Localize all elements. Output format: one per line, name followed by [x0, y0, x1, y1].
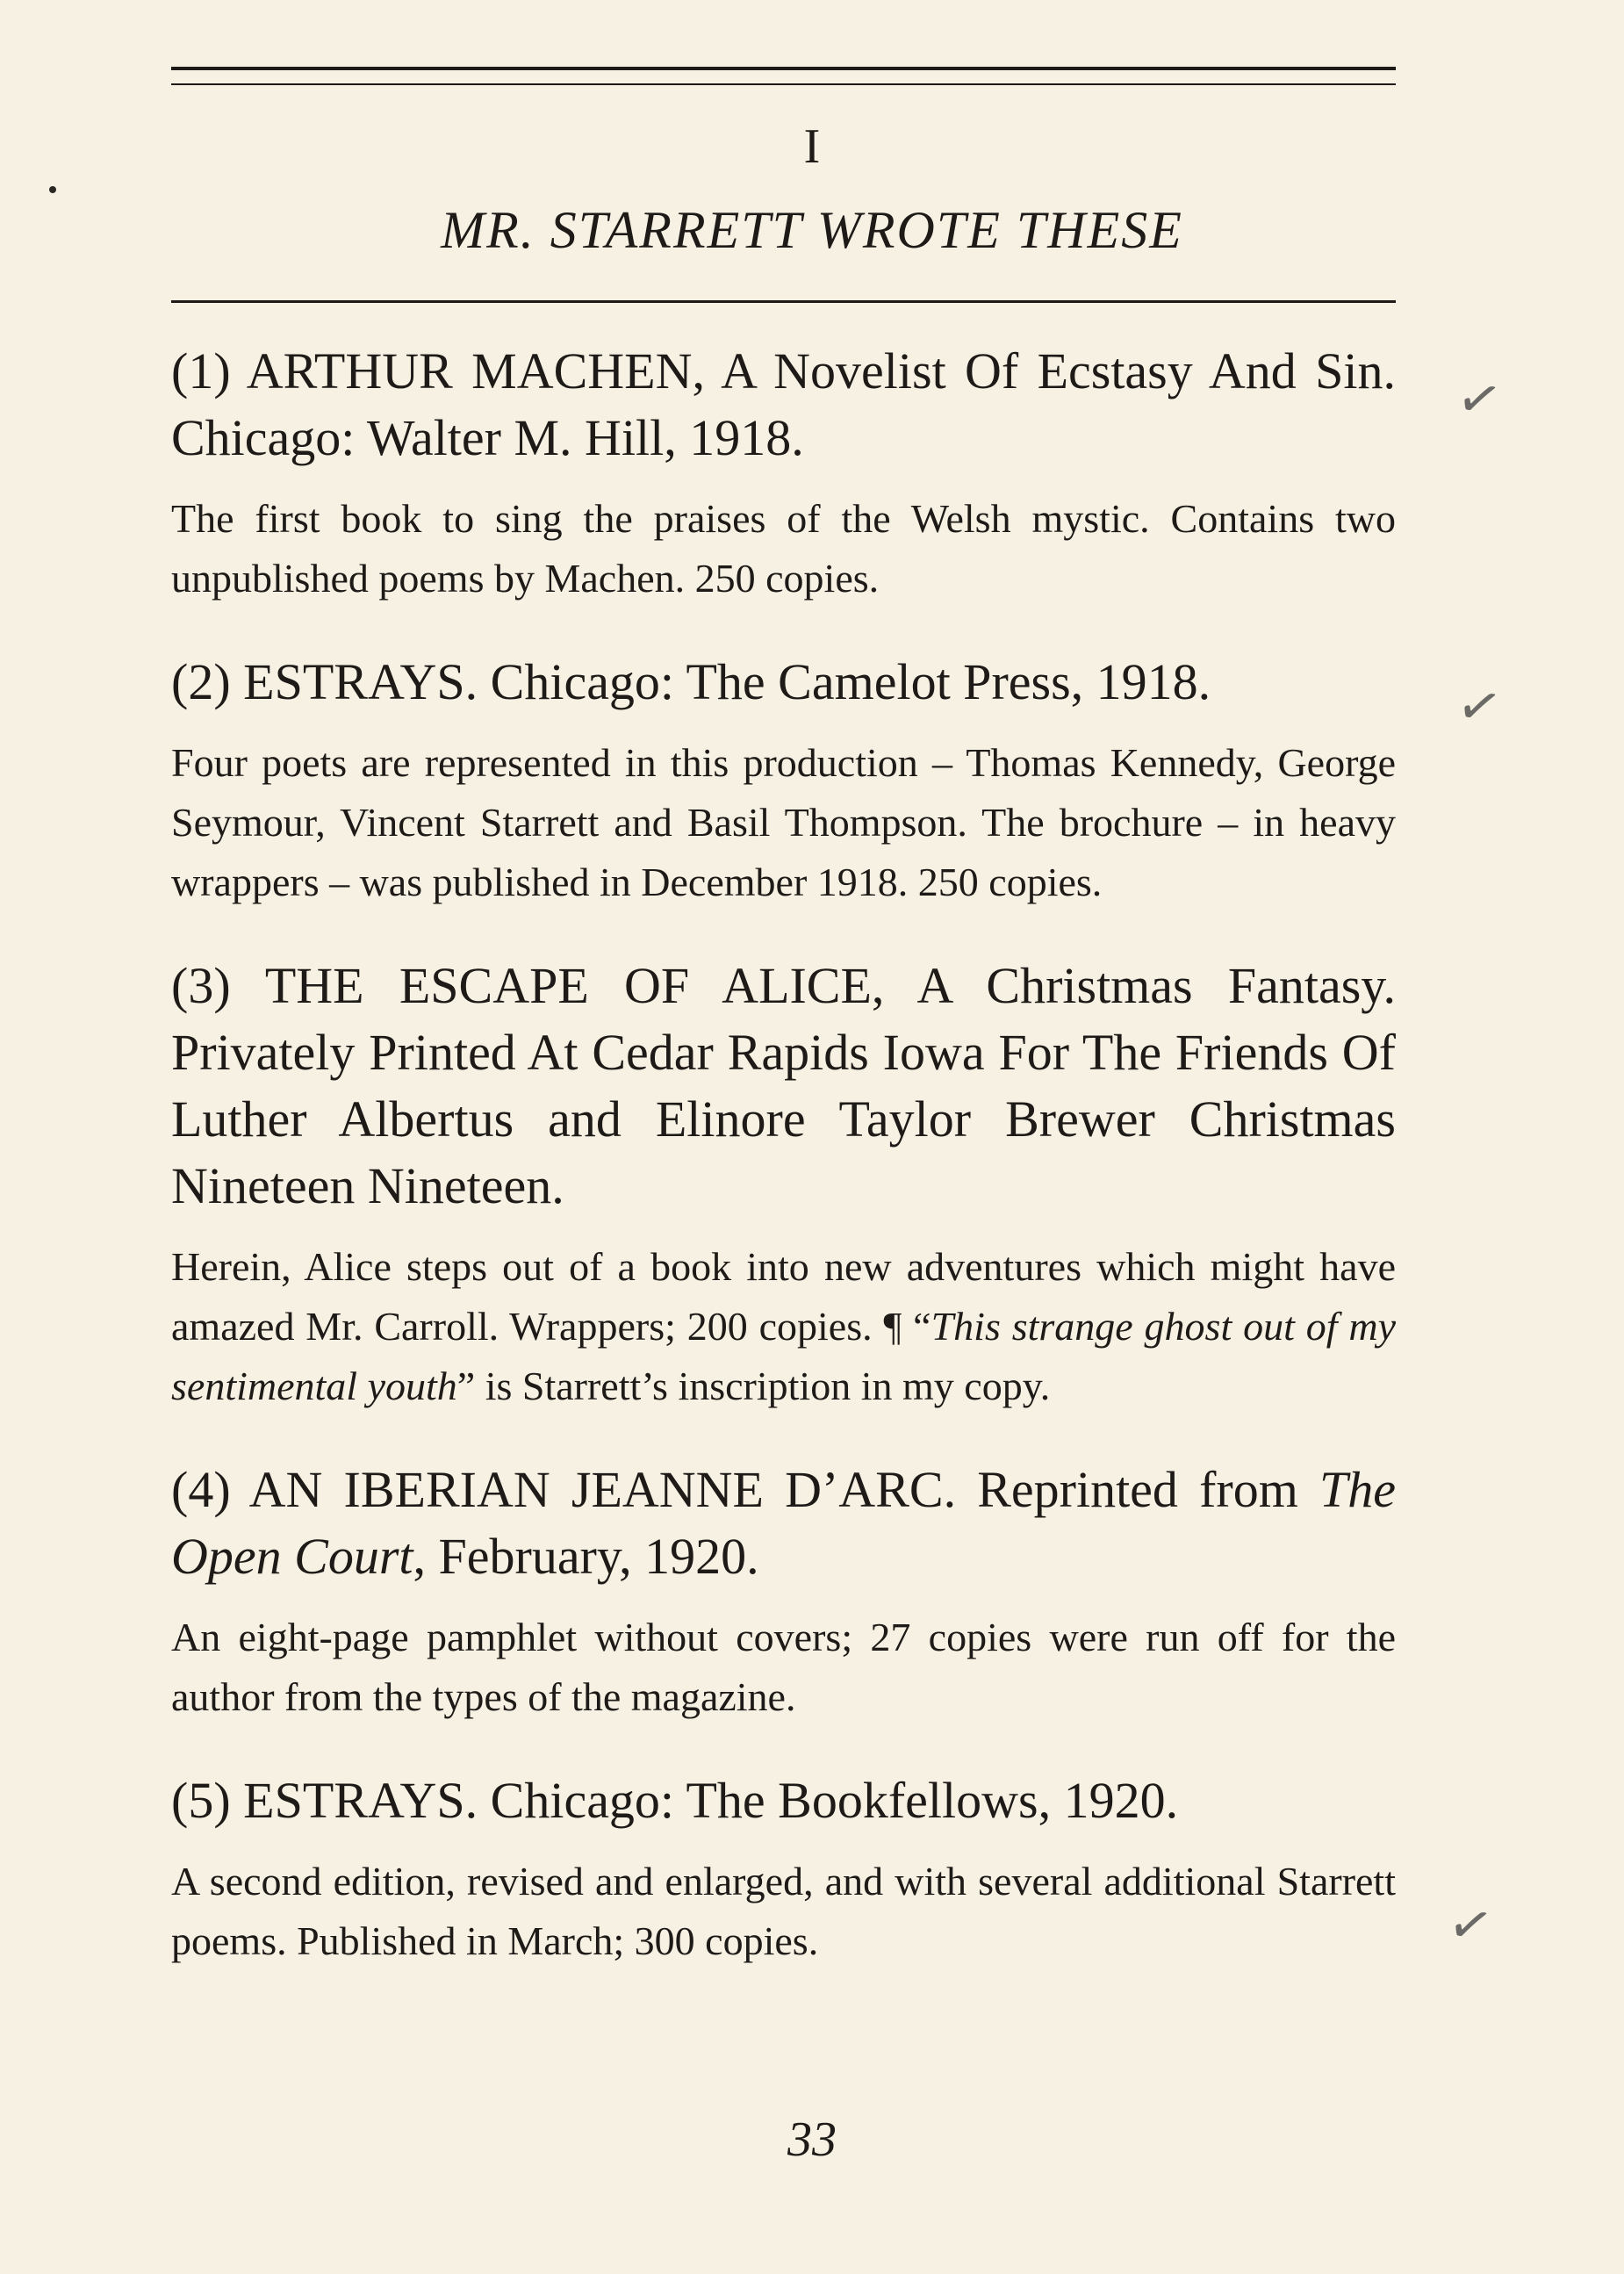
entry-number: (1) — [171, 342, 231, 399]
top-rule-thin — [171, 83, 1396, 85]
entry-title-end: , February, 1920. — [413, 1528, 759, 1585]
ink-speck — [49, 186, 56, 193]
entry-title: ARTHUR MACHEN, A Novelist Of Ecstasy And Sin. Chicago: Walter M. Hill, 1918. — [171, 342, 1396, 466]
entry-title: ESTRAYS. Chicago: The Bookfellows, 1920. — [243, 1772, 1179, 1829]
entry-number: (4) — [171, 1461, 231, 1518]
entry-number: (3) — [171, 957, 231, 1014]
entry-heading — [171, 338, 1396, 471]
description-text-end: ” is Starrett’s inscription in my copy. — [456, 1364, 1051, 1408]
entry-number: (5) — [171, 1772, 231, 1829]
page-number: 33 — [787, 2112, 837, 2167]
title-rule — [171, 300, 1396, 303]
description-text: Herein, Alice steps out of a book into new adventures which might have amazed Mr. Carroll. Wrappers; 200 copies. ¶ “ — [171, 1244, 1396, 1349]
bibliography-list — [171, 338, 1396, 2011]
bibliography-entry — [171, 649, 1396, 912]
entry-description: Four poets are represented in this production – Thomas Kennedy, George Seymour, Vincent Starrett and Basil Thompson. The brochure – in heavy wrappers – was published in December 1918. 250 copies. — [171, 740, 1396, 904]
bibliography-entry — [171, 338, 1396, 608]
pencil-check-icon: ✓ — [1451, 364, 1508, 435]
entry-description — [171, 1237, 1396, 1416]
top-rule-thick — [171, 67, 1396, 70]
entry-heading — [171, 1457, 1396, 1590]
entry-description: A second edition, revised and enlarged, and with several additional Starrett poems. Published in March; 300 copies. — [171, 1859, 1396, 1963]
chapter-number: I — [803, 119, 821, 174]
bibliography-entry — [171, 953, 1396, 1416]
periodical-title: The Open Court — [171, 1461, 1396, 1585]
entry-heading — [171, 649, 1396, 716]
pencil-check-icon: ✓ — [1451, 672, 1508, 742]
entry-description: The first book to sing the praises of the Welsh mystic. Contains two unpublished poems by Machen. 250 copies. — [171, 496, 1396, 601]
entry-heading — [171, 953, 1396, 1220]
bibliography-entry — [171, 1457, 1396, 1727]
pencil-check-icon: ✓ — [1442, 1890, 1499, 1961]
entry-number: (2) — [171, 653, 231, 710]
entry-description: An eight-page pamphlet without covers; 27 copies were run off for the author from the types of the magazine. — [171, 1615, 1396, 1719]
entry-title: THE ESCAPE OF ALICE, A Christmas Fantasy. Privately Printed At Cedar Rapids Iowa For The Friends Of Luther Albertus and Elinore Taylor Brewer Christmas Nineteen Nineteen. — [171, 957, 1397, 1214]
entry-title: ESTRAYS. Chicago: The Camelot Press, 1918. — [243, 653, 1211, 710]
entry-heading — [171, 1767, 1396, 1834]
bibliography-entry — [171, 1767, 1396, 1971]
chapter-title: MR. STARRETT WROTE THESE — [441, 201, 1183, 259]
inscription-quote: This strange ghost out of my sentimental youth — [171, 1304, 1396, 1408]
entry-title: AN IBERIAN JEANNE D’ARC. Reprinted from — [248, 1461, 1319, 1518]
